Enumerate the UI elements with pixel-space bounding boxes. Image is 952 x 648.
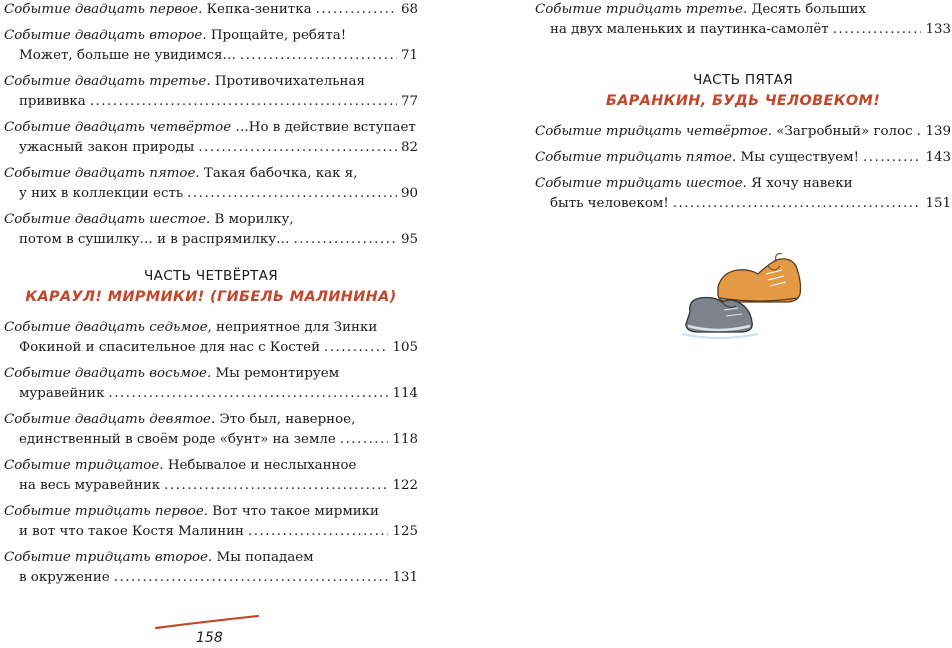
page-ref: 82 [400,140,418,155]
toc-line-text [4,456,356,476]
title-text: муравейник [19,386,105,401]
toc-entry[interactable] [4,210,418,250]
right-column [535,0,951,220]
title-text: Я хочу навеки [751,176,853,191]
toc-line [4,210,418,230]
toc-entry[interactable] [4,548,418,588]
toc-line-text [4,72,365,92]
toc-line [4,138,418,158]
toc-line [4,118,418,138]
toc-entry[interactable] [4,0,418,20]
leader-dots [917,122,922,142]
toc-line [4,92,418,112]
left-column [4,0,418,594]
page-ref: 90 [400,186,418,201]
toc-line-text [19,476,160,496]
toc-line-text [535,148,859,168]
event-label: Событие двадцать пятое. [4,166,200,181]
toc-line-text [550,20,829,40]
title-text: Десять больших [751,2,867,17]
leader-dots [673,194,922,214]
toc-entry[interactable] [535,0,951,40]
toc-line [4,318,418,338]
title-text: прививка [19,94,86,109]
toc-line-text [4,502,379,522]
toc-line [4,384,418,404]
toc-line [4,230,418,250]
title-text: Прощайте, ребята! [210,28,347,43]
event-label: Событие тридцать четвёртое. [535,124,773,139]
toc-line [4,46,418,66]
part-label: ЧАСТЬ ПЯТАЯ [692,72,794,88]
title-text: В морилку, [214,212,294,227]
page-ref: 133 [925,22,951,37]
toc-line-text [535,122,913,142]
toc-entry[interactable] [4,72,418,112]
title-text: неприятное для Зинки [216,320,378,335]
title-text: на весь муравейник [19,478,161,493]
toc-line-text [4,548,314,568]
event-label: Событие тридцать пятое. [535,150,737,165]
title-text: у них в коллекции есть [19,186,184,201]
title-text: Противочихательная [214,74,365,89]
title-text: в окружение [19,570,110,585]
event-label: Событие двадцать первое. [4,2,203,17]
leader-dots [248,522,388,542]
leader-dots [340,430,389,450]
toc-line [4,548,418,568]
toc-list-right-bottom [535,122,951,214]
toc-entry[interactable] [535,174,951,214]
toc-entry[interactable] [4,26,418,66]
title-text: потом в сушилку… и в распрямилку… [19,232,290,247]
toc-line-text [4,318,377,338]
title-text: быть человеком! [550,196,669,211]
title-text: Вот что такое мирмики [212,504,379,519]
leader-dots [324,338,388,358]
event-label: Событие двадцать третье. [4,74,211,89]
title-text: Мы ремонтируем [215,366,340,381]
event-label: Событие двадцать седьмое, [4,320,212,335]
event-label: Событие тридцатое. [4,458,164,473]
page-ref: 77 [400,94,418,109]
toc-entry[interactable] [4,118,418,158]
title-text: и вот что такое Костя Малинин [19,524,244,539]
toc-line-text [535,174,853,194]
toc-entry[interactable] [535,122,951,142]
toc-line-text [19,46,236,66]
toc-line-text [535,0,866,20]
event-label: Событие двадцать восьмое. [4,366,212,381]
toc-line-text [19,230,290,250]
leader-dots [164,476,388,496]
title-text: «Загробный» голос [776,124,913,139]
event-label: Событие тридцать шестое. [535,176,747,191]
part-label: ЧАСТЬ ЧЕТВЁРТАЯ [144,268,278,284]
leader-dots [187,184,397,204]
toc-list-left-top [4,0,418,250]
toc-line-text [19,568,110,588]
title-text: единственный в своём роде «бунт» на земле [19,432,336,447]
toc-entry[interactable] [4,502,418,542]
toc-line [4,430,418,450]
page-ref: 143 [925,150,951,165]
toc-line-text [19,138,194,158]
toc-line [535,194,951,214]
leader-dots [198,138,397,158]
part-title: КАРАУЛ! МИРМИКИ! (ГИБЕЛЬ МАЛИНИНА) [25,289,397,305]
leader-dots [316,0,397,20]
event-label: Событие двадцать четвёртое [4,120,232,135]
toc-line [4,0,418,20]
toc-line-text [19,184,183,204]
page-ref: 139 [925,124,951,139]
event-label: Событие тридцать первое. [4,504,208,519]
toc-line [4,164,418,184]
toc-line-text [4,0,312,20]
event-label: Событие двадцать шестое. [4,212,211,227]
part-heading-four [4,266,418,308]
toc-entry[interactable] [4,456,418,496]
part-title: БАРАНКИН, БУДЬ ЧЕЛОВЕКОМ! [605,93,881,109]
title-text: …Но в действие вступает [235,120,416,135]
event-label: Событие двадцать девятое. [4,412,216,427]
title-text: Может, больше не увидимся… [19,48,236,63]
leader-dots [240,46,397,66]
event-label: Событие тридцать второе. [4,550,213,565]
toc-entry[interactable] [4,364,418,404]
title-text: Мы существуем! [740,150,859,165]
title-text: Мы попадаем [216,550,314,565]
toc-line-text [19,338,320,358]
title-text: Это был, наверное, [219,412,356,427]
toc-line-text [4,210,294,230]
leader-dots [90,92,397,112]
toc-line [4,476,418,496]
toc-line [535,20,951,40]
toc-entry[interactable] [535,148,951,168]
toc-line [535,148,951,168]
toc-line-text [4,26,346,46]
toc-line-text [4,410,355,430]
page-swoosh [152,614,262,630]
page-number: 158 [196,630,223,646]
toc-list-left-bottom [4,318,418,588]
toc-line [535,122,951,142]
toc-line [4,456,418,476]
toc-line [4,26,418,46]
leader-dots [863,148,921,168]
page-ref: 131 [392,570,418,585]
toc-line-text [19,384,104,404]
page-ref: 114 [392,386,418,401]
toc-entry[interactable] [4,164,418,204]
title-text: Такая бабочка, как я, [203,166,358,181]
toc-line [4,184,418,204]
toc-line [4,502,418,522]
toc-line-text [19,430,336,450]
toc-line-text [550,194,669,214]
page-ref: 125 [392,524,418,539]
title-text: Небывалое и неслыханное [167,458,357,473]
event-label: Событие тридцать третье. [535,2,748,17]
part-heading-five [535,70,951,112]
page-ref: 95 [400,232,418,247]
page-ref: 151 [925,196,951,211]
toc-line [4,364,418,384]
page-ref: 118 [392,432,418,447]
toc-entry[interactable] [4,318,418,358]
toc-list-right-top [535,0,951,40]
leader-dots [108,384,388,404]
title-text: Кепка-зенитка [206,2,312,17]
shoes-icon [678,252,808,342]
page-ref: 68 [400,2,418,17]
toc-line-text [19,92,86,112]
toc-line [4,522,418,542]
toc-line [4,568,418,588]
leader-dots [294,230,397,250]
page-ref: 71 [400,48,418,63]
page-ref: 122 [392,478,418,493]
toc-entry[interactable] [4,410,418,450]
toc-line-text [4,364,339,384]
toc-line [4,72,418,92]
toc-line-text [4,164,357,184]
event-label: Событие двадцать второе. [4,28,207,43]
title-text: на двух маленьких и паутинка-самолёт [550,22,829,37]
title-text: Фокиной и спасительное для нас с Костей [19,340,321,355]
toc-line [535,174,951,194]
toc-line-text [4,118,416,138]
title-text: ужасный закон природы [19,140,195,155]
toc-line [4,338,418,358]
leader-dots [833,20,922,40]
toc-line-text [19,522,244,542]
toc-line [535,0,951,20]
leader-dots [114,568,389,588]
page-ref: 105 [392,340,418,355]
toc-line [4,410,418,430]
